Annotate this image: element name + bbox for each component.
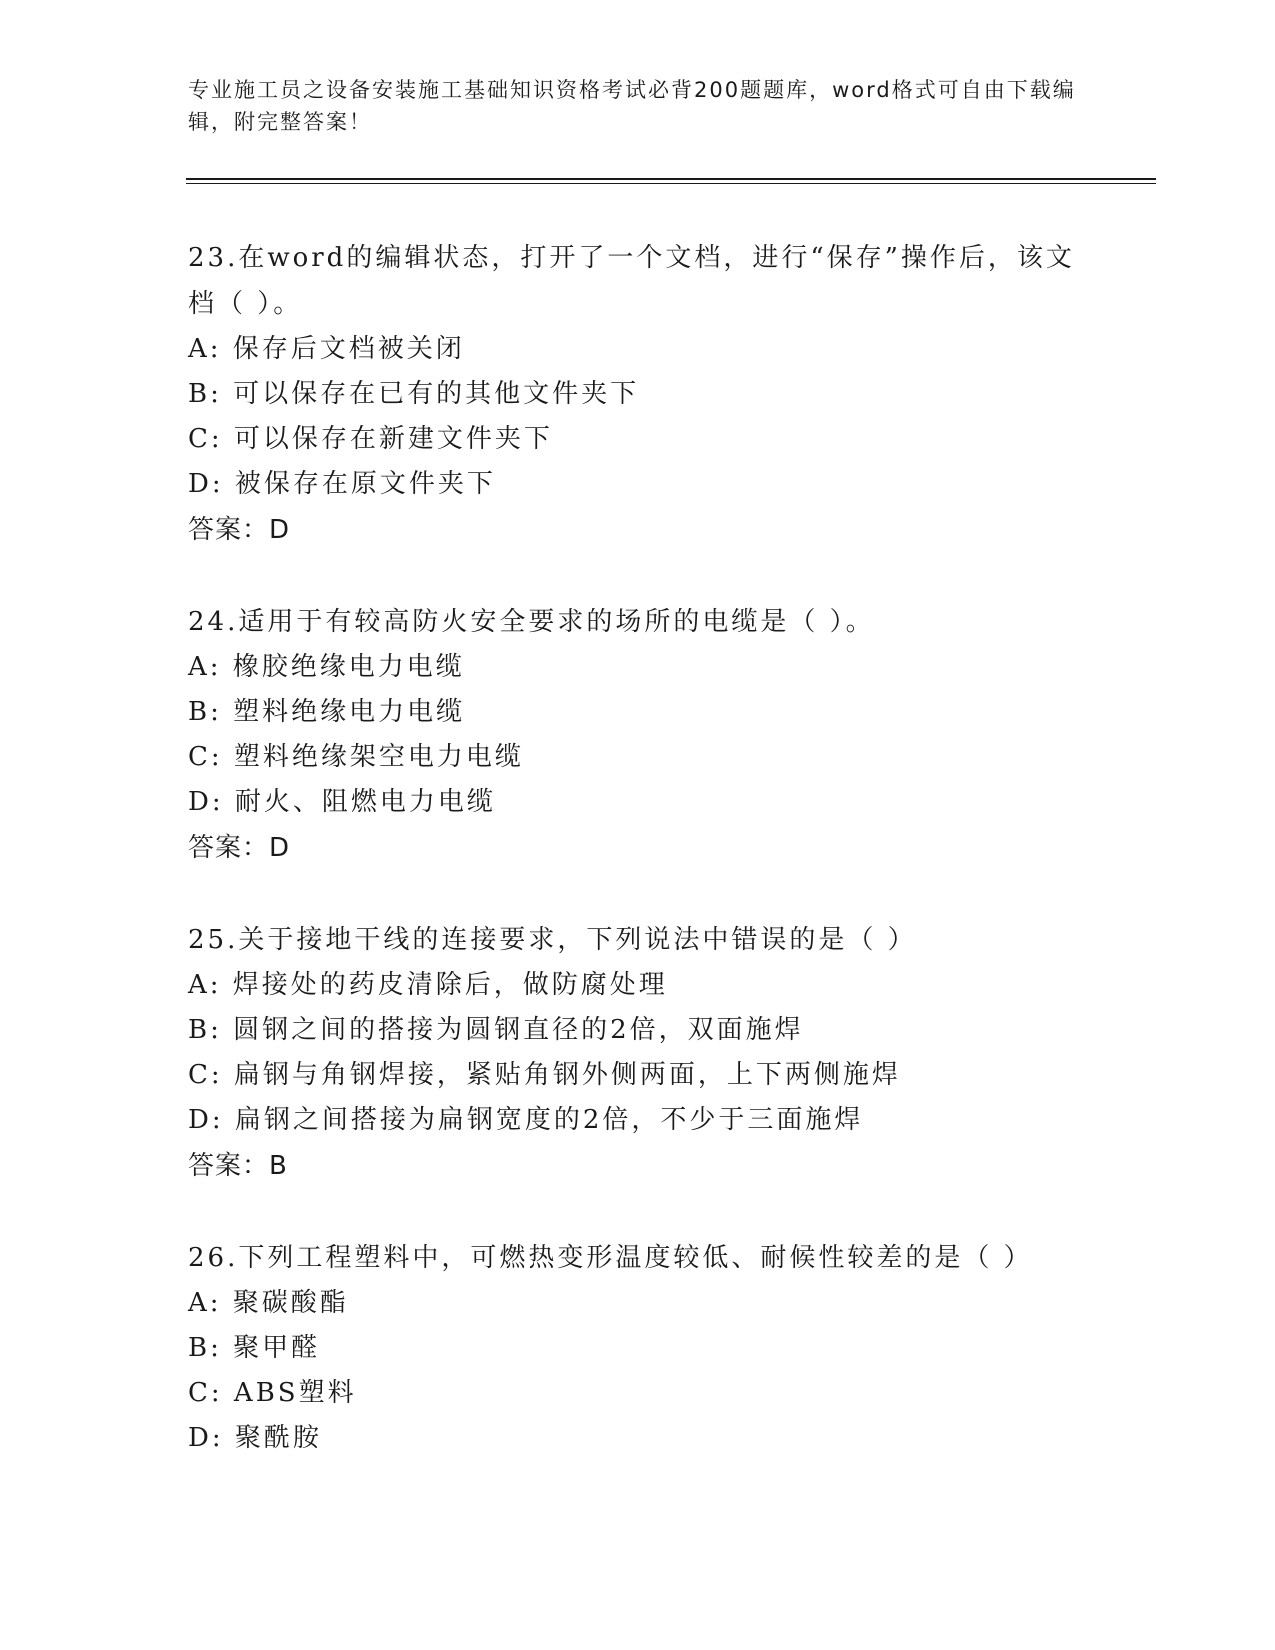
option-c: C: 扁钢与角钢焊接，紧贴角钢外侧两面，上下两侧施焊 (188, 1060, 901, 1090)
option-c: C: 塑料绝缘架空电力电缆 (188, 742, 524, 772)
header-rule-thick (186, 178, 1156, 180)
question-stem: 25.关于接地干线的连接要求，下列说法中错误的是（ ） (188, 925, 917, 955)
question-25 (188, 917, 1088, 1189)
header-rule-thin (186, 183, 1156, 184)
option-b: B: 塑料绝缘电力电缆 (188, 697, 466, 727)
question-26 (188, 1235, 1088, 1461)
question-23 (188, 235, 1088, 553)
option-d: D: 聚酰胺 (188, 1423, 322, 1453)
question-stem: 23.在word的编辑状态，打开了一个文档，进行“保存”操作后，该文档（ ）。 (188, 243, 1075, 319)
option-a: A: 焊接处的药皮清除后，做防腐处理 (188, 970, 668, 1000)
option-d: D: 耐火、阻燃电力电缆 (188, 787, 496, 817)
question-list (188, 235, 1088, 1507)
document-header: 专业施工员之设备安装施工基础知识资格考试必背200题题库，word格式可自由下载编辑，附完整答案！ (188, 78, 1076, 134)
option-a: A: 聚碳酸酯 (188, 1288, 349, 1318)
option-d: D: 被保存在原文件夹下 (188, 469, 496, 499)
answer: 答案：D (188, 515, 291, 545)
option-c: C: 可以保存在新建文件夹下 (188, 424, 553, 454)
answer: 答案：B (188, 1151, 288, 1181)
option-b: B: 圆钢之间的搭接为圆钢直径的2倍，双面施焊 (188, 1015, 804, 1045)
option-a: A: 保存后文档被关闭 (188, 334, 465, 364)
question-stem: 24.适用于有较高防火安全要求的场所的电缆是（ ）。 (188, 607, 875, 637)
question-24 (188, 599, 1088, 871)
option-b: B: 可以保存在已有的其他文件夹下 (188, 379, 640, 409)
answer: 答案：D (188, 833, 291, 863)
option-b: B: 聚甲醛 (188, 1333, 321, 1363)
option-a: A: 橡胶绝缘电力电缆 (188, 652, 465, 682)
option-c: C: ABS塑料 (188, 1378, 357, 1408)
option-d: D: 扁钢之间搭接为扁钢宽度的2倍，不少于三面施焊 (188, 1105, 864, 1135)
question-stem: 26.下列工程塑料中，可燃热变形温度较低、耐候性较差的是（ ） (188, 1243, 1033, 1273)
